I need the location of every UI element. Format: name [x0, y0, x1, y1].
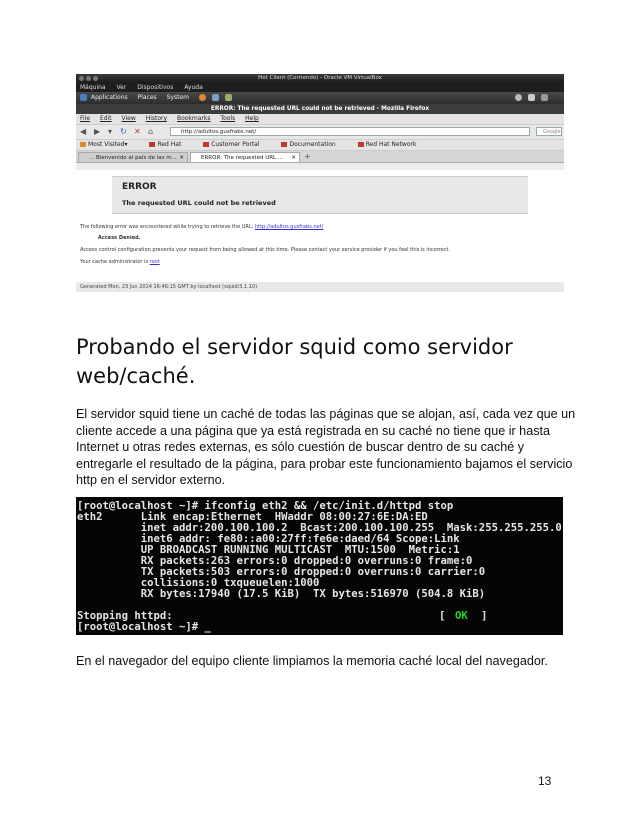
tab-bar: [76, 151, 564, 163]
terminal-stop-line: Stopping httpd:: [77, 610, 173, 622]
menu-help[interactable]: Help: [245, 115, 259, 122]
applications-icon: [80, 94, 87, 101]
terminal-status-ok: OK: [455, 610, 468, 622]
terminal-prompt[interactable]: [root@localhost ~]# _: [77, 621, 211, 633]
terminal-line: UP BROADCAST RUNNING MULTICAST MTU:1500 Metric:1: [77, 544, 460, 556]
reload-icon[interactable]: ↻: [120, 127, 127, 136]
panel-tray: [515, 92, 552, 104]
mail-launcher-icon[interactable]: [212, 94, 219, 101]
vbox-menu-maquina[interactable]: Máquina: [80, 84, 106, 91]
section-heading-line2: web/caché.: [76, 364, 196, 388]
tab-label: ERROR: The requested URL ...: [201, 155, 284, 161]
bookmark-label: Customer Portal: [211, 141, 260, 148]
terminal-line: RX bytes:17940 (17.5 KiB) TX bytes:516970 (504.8 KiB): [77, 588, 486, 600]
section-heading-line1: Probando el servidor squid como servidor: [76, 335, 513, 359]
search-field[interactable]: Google: [536, 127, 562, 136]
gnome-panel: [76, 92, 564, 104]
menu-bookmarks[interactable]: Bookmarks: [176, 115, 211, 122]
folder-icon: [80, 142, 86, 147]
vbox-menu-ver[interactable]: Ver: [116, 84, 127, 91]
terminal-line: inet addr:200.100.100.2 Bcast:200.100.100.255 Mask:255.255.255.0: [77, 522, 562, 534]
redhat-icon: [358, 142, 364, 147]
volume-icon[interactable]: [528, 94, 535, 101]
bookmark-documentation[interactable]: [281, 141, 345, 148]
bookmarks-toolbar: [76, 140, 564, 151]
virtualbox-title-bar: [76, 74, 564, 83]
section-heading: [76, 333, 576, 391]
error-page: [76, 170, 564, 302]
access-denied: Access Denied.: [98, 235, 141, 241]
dropdown-icon[interactable]: ▾: [108, 127, 113, 136]
gnome-places[interactable]: Places: [137, 94, 157, 101]
forward-icon[interactable]: ▶: [94, 127, 101, 136]
window-controls[interactable]: [79, 76, 100, 85]
error-box: [112, 176, 528, 214]
generated-footer: Generated Mon, 23 Jun 2014 16:46:15 GMT by localhost (squid/3.1.10): [76, 282, 564, 292]
error-subheading: The requested URL could not be retrieved: [122, 199, 276, 207]
firefox-error-screenshot: [76, 74, 564, 302]
menu-view[interactable]: View: [121, 115, 136, 122]
bookmark-customer-portal[interactable]: [203, 141, 269, 148]
clock-icon[interactable]: [541, 94, 548, 101]
vbox-menu-ayuda[interactable]: Ayuda: [184, 84, 203, 91]
terminal-line: TX packets:503 errors:0 dropped:0 overruns:0 carrier:0: [77, 566, 486, 578]
terminal-line: eth2 Link encap:Ethernet HWaddr 08:00:27:6E:DA:ED: [77, 511, 428, 523]
close-tab-icon[interactable]: ✕: [291, 155, 296, 161]
tab-error[interactable]: [190, 152, 300, 162]
firefox-launcher-icon[interactable]: [199, 94, 206, 101]
body-paragraph: El servidor squid tiene un caché de todas las páginas que se alojan, así, cada vez que un cliente accede a una página que ya está registrada en su caché no tiene que ir hasta Internet u otras redes externas, es sólo cuestión de buscar dentro de su caché y entregarle el resultado de la página, para probar este funcionamiento bajamos el servicio http en el servidor externo.: [76, 407, 576, 487]
terminal-status-close: ]: [481, 610, 488, 622]
error-text: Your cache administrator is: [80, 259, 150, 265]
virtualbox-menu-bar: [76, 83, 564, 92]
bookmark-red-hat[interactable]: [149, 141, 191, 148]
bookmark-label: Most Visited▾: [88, 141, 128, 148]
virtualbox-window-title: Hot Client (Corriendo) - Oracle VM VirtualBox: [258, 75, 382, 81]
admin-link[interactable]: root: [149, 259, 160, 265]
menu-history[interactable]: History: [145, 115, 168, 122]
new-tab-icon[interactable]: +: [304, 152, 311, 161]
page-number: 13: [538, 774, 552, 788]
bookmark-label: Red Hat: [157, 141, 182, 148]
body-paragraph-2: En el navegador del equipo cliente limpiamos la memoria caché local del navegador.: [76, 654, 548, 668]
error-line-explanation: Access control configuration prevents your request from being allowed at this time. Please contact your service provider if you feel this is incorrect.: [80, 247, 451, 253]
stop-icon[interactable]: ✕: [134, 127, 141, 136]
redhat-icon: [203, 142, 209, 147]
redhat-icon: [281, 142, 287, 147]
terminal-launcher-icon[interactable]: [225, 94, 232, 101]
tab-bienvenido[interactable]: [78, 152, 188, 162]
vbox-menu-dispositivos[interactable]: Dispositivos: [137, 84, 174, 91]
terminal-line: RX packets:263 errors:0 dropped:0 overruns:0 frame:0: [77, 555, 473, 567]
close-tab-icon[interactable]: ✕: [179, 155, 184, 161]
navigation-toolbar: [76, 125, 564, 140]
back-icon[interactable]: ◀: [80, 127, 87, 136]
gnome-applications[interactable]: Applications: [91, 94, 128, 101]
network-icon[interactable]: [515, 94, 522, 101]
home-icon[interactable]: ⌂: [148, 127, 154, 136]
bookmark-label: Documentation: [289, 141, 336, 148]
tab-label: ... Bienvenido al país de las m...: [89, 155, 177, 161]
bookmark-most-visited[interactable]: [80, 141, 138, 148]
url-field[interactable]: http://adultos.gusfrabs.net/: [170, 127, 530, 136]
firefox-menu-bar: [76, 114, 564, 125]
error-heading: ERROR: [122, 182, 157, 192]
redhat-icon: [149, 142, 155, 147]
menu-tools[interactable]: Tools: [220, 115, 236, 122]
menu-file[interactable]: File: [80, 115, 91, 122]
gnome-system[interactable]: System: [166, 94, 189, 101]
error-line-admin: [80, 259, 160, 265]
terminal-line: [root@localhost ~]# ifconfig eth2 && /etc/init.d/httpd stop: [77, 500, 454, 512]
menu-edit[interactable]: Edit: [99, 115, 112, 122]
terminal-status-open: [: [439, 610, 446, 622]
terminal-line: collisions:0 txqueuelen:1000: [77, 577, 320, 589]
bookmark-label: Red Hat Network: [365, 141, 417, 148]
terminal-screenshot: [76, 497, 563, 635]
error-line-url: [80, 224, 323, 230]
error-url-link[interactable]: http://adultos.gusfrabs.net/: [254, 224, 324, 230]
terminal-line: inet6 addr: fe80::a00:27ff:fe6e:daed/64 Scope:Link: [77, 533, 460, 545]
error-text: The following error was encountered while trying to retrieve the URL:: [80, 224, 255, 230]
bookmark-red-hat-network[interactable]: [358, 141, 427, 148]
firefox-title-bar: ERROR: The requested URL could not be retrieved - Mozilla Firefox: [76, 104, 564, 114]
